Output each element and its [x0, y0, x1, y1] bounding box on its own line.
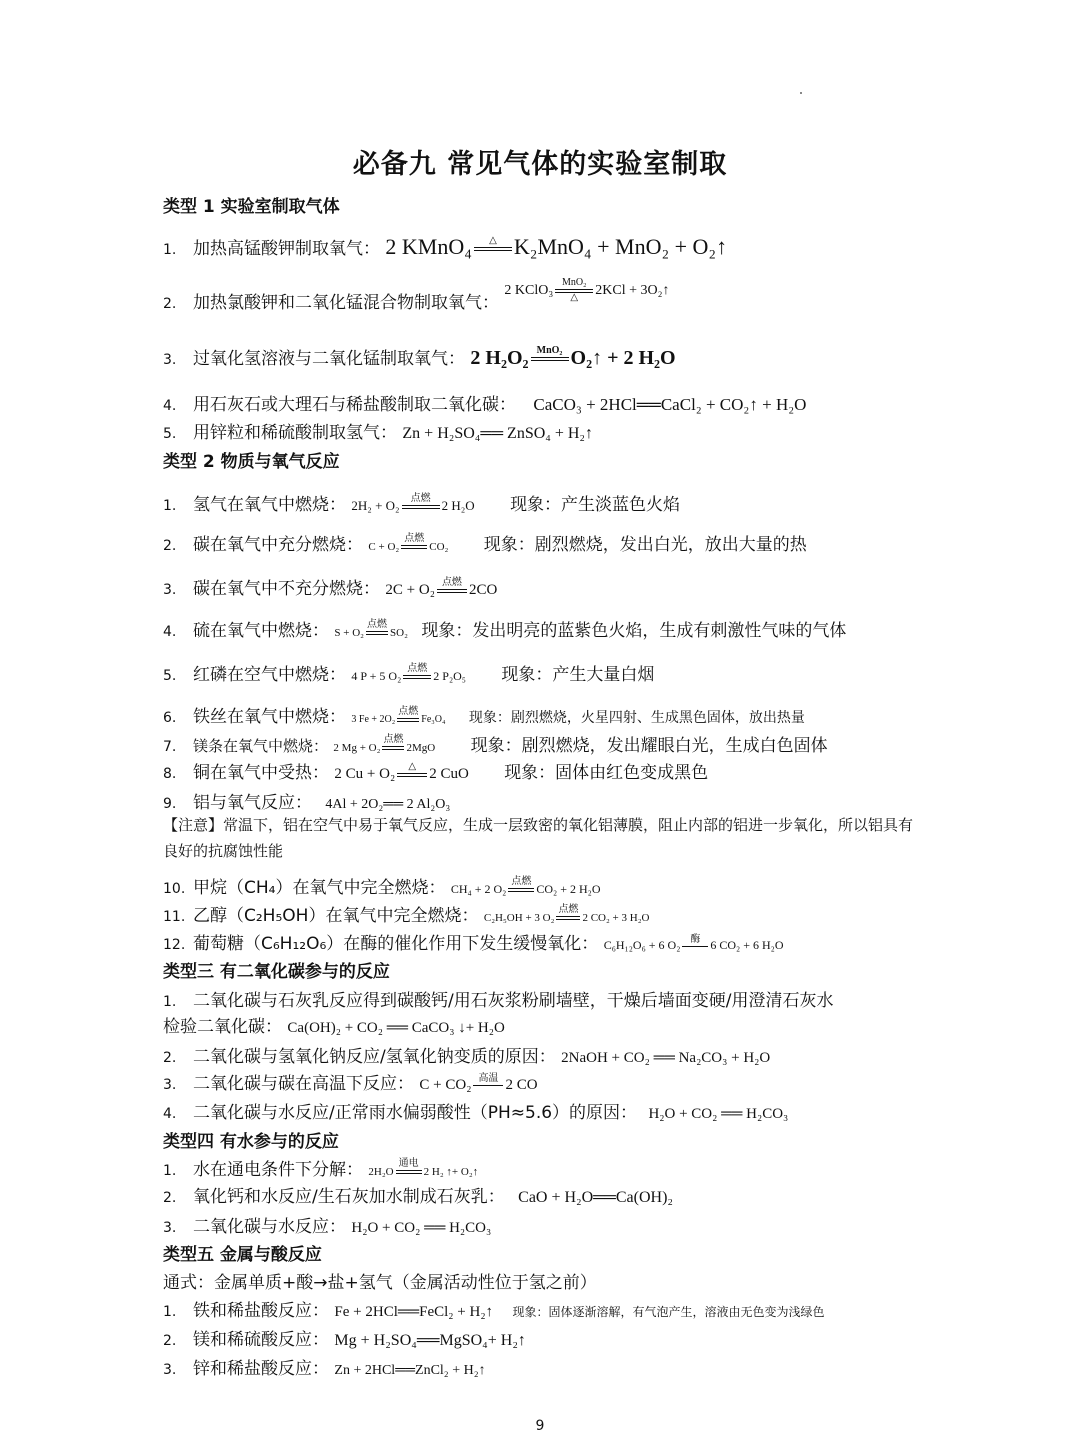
- line-m3: 3. 碳在氧气中不充分燃烧： 2C + O₂ 点燃 2CO: [163, 576, 498, 599]
- line-m1: 1. 氢气在氧气中燃烧： 2H₂ + O₂ 点燃 2 H₂O 现象：产生淡蓝色火焰: [163, 493, 681, 515]
- section-heading-3: 类型三 有二氧化碳参与的反应: [163, 962, 390, 982]
- line-n2: 2. 二氧化碳与氢氧化钠反应/氢氧化钠变质的原因： 2NaOH + CO₂ ══ Na₂CO₃ + H₂O: [163, 1047, 771, 1067]
- line-n3: 3. 二氧化碳与碳在高温下反应： C + CO₂ 高温 2 CO: [163, 1073, 538, 1094]
- line-m7: 7. 镁条在氧气中燃烧： 2 Mg + O₂ 点燃 2MgO 现象：剧烈燃烧，发出耀眼白光，生成白色固体: [163, 734, 828, 756]
- line-m8: 8. 铜在氧气中受热： 2 Cu + O₂ △ 2 CuO 现象：固体由红色变成黑色: [163, 760, 709, 783]
- line-a3: 3. 锌和稀盐酸反应： Zn + 2HCl══ZnCl₂ + H₂↑: [163, 1359, 486, 1379]
- line-m11: 11. 乙醇（C₂H₅OH）在氧气中完全燃烧： C₂H₅OH + 3 O₂ 点燃 2 CO₂ + 3 H₂O: [163, 904, 650, 926]
- page-title: 必备九 常见气体的实验室制取: [352, 149, 728, 180]
- section-heading-2: 类型 2 物质与氧气反应: [163, 452, 340, 472]
- section-heading-1: 类型 1 实验室制取气体: [163, 197, 340, 217]
- section-heading-5: 类型五 金属与酸反应: [163, 1245, 322, 1265]
- note-paragraph: 【注意】常温下，铝在空气中易于氧气反应，生成一层致密的氧化铝薄膜，阻止内部的铝进一步氧化，所以铝具有良好的抗腐蚀性能: [163, 816, 914, 860]
- equation: 2 KMnO₄ △ K₂MnO₄ + MnO₂ + O₂↑: [385, 234, 728, 259]
- equation: 2 H₂O₂ MnO₂ O₂↑ + 2 H₂O: [470, 345, 676, 369]
- line-w3: 3. 二氧化碳与水反应： H₂O + CO₂ ══ H₂CO₃: [163, 1217, 492, 1237]
- line-n4: 4. 二氧化碳与水反应/正常雨水偏弱酸性（PH≈5.6）的原因： H₂O + CO₂ ══ H₂CO₃: [163, 1103, 789, 1123]
- speck: [800, 92, 802, 94]
- line-l5: 5. 用锌粒和稀硫酸制取氢气： Zn + H₂SO₄══ ZnSO₄ + H₂↑: [163, 423, 593, 443]
- item-number: 1.: [163, 242, 177, 258]
- line-m2: 2. 碳在氧气中充分燃烧： C + O₂ 点燃 CO₂ 现象：剧烈燃烧，发出白光，放出大量的热: [163, 533, 807, 555]
- line-l2: 2. 加热氯酸钾和二氧化锰混合物制取氧气： $^{2 KClO_3 MnO_2 \triangle 2KCl + 3O_2↑}$: [163, 276, 670, 313]
- line-m12: 12. 葡萄糖（C₆H₁₂O₆）在酶的催化作用下发生缓慢氧化： C₆H₁₂O₆ + 6 O₂ 酶 6 CO₂ + 6 H₂O: [163, 933, 784, 954]
- line-a1: 1. 铁和稀盐酸反应： Fe + 2HCl══FeCl₂ + H₂↑ 现象：固体逐渐溶解，有气泡产生，溶液由无色变为浅绿色: [163, 1301, 825, 1321]
- line-l3: 3. 过氧化氢溶液与二氧化锰制取氧气： 2 H₂O₂ MnO₂ O₂↑ + 2 H₂O: [163, 345, 676, 369]
- line-m10: 10. 甲烷（CH₄）在氧气中完全燃烧： CH₄ + 2 O₂ 点燃 CO₂ + 2 H₂O: [163, 876, 601, 898]
- line-m9: 9. 铝与氧气反应： 4Al + 2O₂══ 2 Al₂O₃: [163, 793, 451, 813]
- equation: 2 KClO₃ MnO₂ △ 2KCl + 3O₂↑: [504, 276, 670, 303]
- equation: CaCO₃ + 2HCl══CaCl₂ + CO₂↑ + H₂O: [533, 395, 807, 414]
- section-heading-4: 类型四 有水参与的反应: [163, 1132, 339, 1152]
- line-w2: 2. 氧化钙和水反应/生石灰加水制成石灰乳： CaO + H₂O══Ca(OH)₂: [163, 1187, 673, 1207]
- line-m4: 4. 硫在氧气中燃烧： S + O₂ 点燃 SO₂ 现象：发出明亮的蓝紫色火焰，生成有刺激性气味的气体: [163, 619, 847, 641]
- line-a2: 2. 镁和稀硫酸反应： Mg + H₂SO₄══MgSO₄+ H₂↑: [163, 1330, 526, 1350]
- line-m5: 5. 红磷在空气中燃烧： 4 P + 5 O₂ 点燃 2 P₂O₅ 现象：产生大量白烟: [163, 663, 655, 685]
- item-text: 加热高锰酸钾制取氧气：: [193, 239, 380, 259]
- line-m6: 6. 铁丝在氧气中燃烧： 3 Fe + 2O₂ 点燃 Fe₃O₄ 现象：剧烈燃烧，火星四射、生成黑色固体，放出热量: [163, 705, 805, 727]
- line-w1: 1. 水在通电条件下分解： 2H₂O 通电 2 H₂ ↑+ O₂↑: [163, 1158, 479, 1180]
- observation-text: 现象：产生淡蓝色火焰: [510, 495, 681, 515]
- equation: Zn + H₂SO₄══ ZnSO₄ + H₂↑: [402, 425, 593, 442]
- page-number: 9: [535, 1418, 545, 1434]
- line-n1b: 检验二氧化碳： Ca(OH)₂ + CO₂ ══ CaCO₃ ↓+ H₂O: [163, 1017, 505, 1037]
- line-n1a: 1. 二氧化碳与石灰乳反应得到碳酸钙/用石灰浆粉刷墙壁，干燥后墙面变硬/用澄清石灰水: [163, 991, 834, 1011]
- line-l4: 4. 用石灰石或大理石与稀盐酸制取二氧化碳： CaCO₃ + 2HCl══CaCl₂ + CO₂↑ + H₂O: [163, 395, 807, 415]
- line-a0: 通式：金属单质+酸→盐+氢气（金属活动性位于氢之前）: [163, 1273, 597, 1293]
- line-l1: [163, 234, 727, 262]
